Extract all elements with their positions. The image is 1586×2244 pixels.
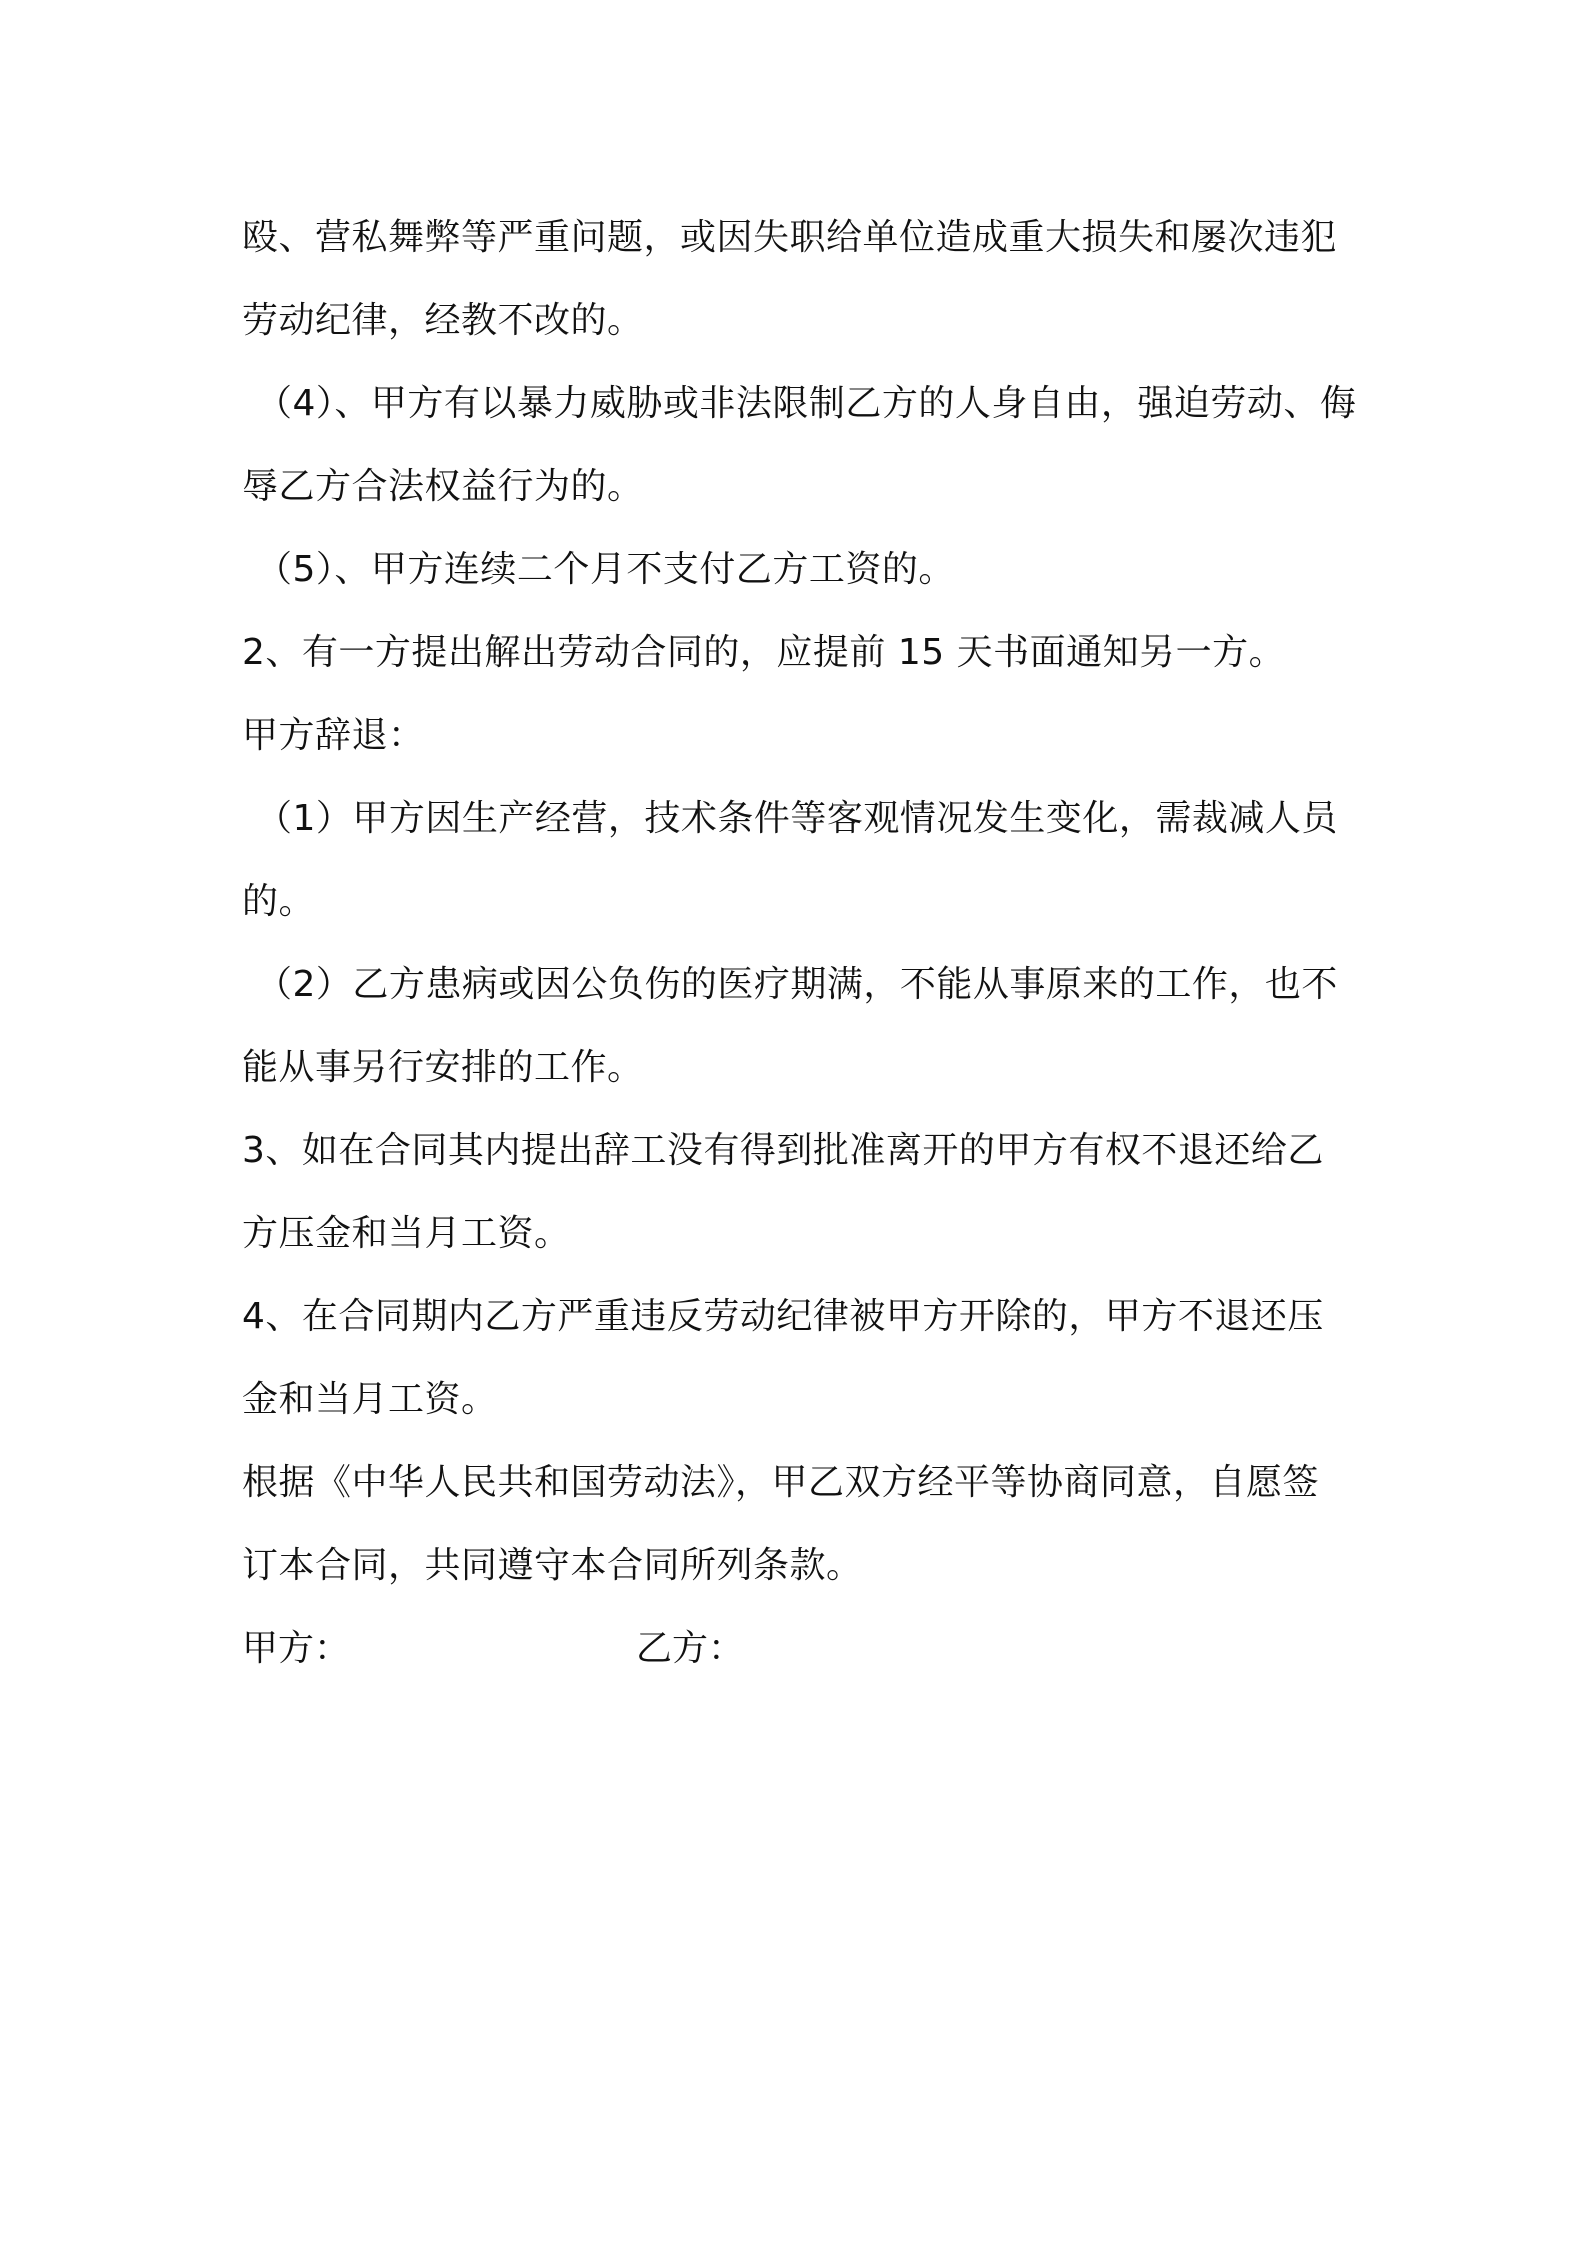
text-line: 甲方辞退： bbox=[242, 715, 425, 756]
text-line: 能从事另行安排的工作。 bbox=[242, 1047, 644, 1088]
party-b-signature-label: 乙方： bbox=[636, 1628, 745, 1669]
text-line: 殴、营私舞弊等严重问题，或因失职给单位造成重大损失和屡次违犯 bbox=[242, 217, 1338, 258]
text-line: （5）、甲方连续二个月不支付乙方工资的。 bbox=[256, 549, 955, 590]
party-a-signature-label: 甲方： bbox=[242, 1628, 351, 1669]
text-line: 的。 bbox=[242, 881, 316, 922]
text-line: 辱乙方合法权益行为的。 bbox=[242, 466, 644, 507]
text-line: （2）乙方患病或因公负伤的医疗期满，不能从事原来的工作，也不 bbox=[256, 964, 1338, 1005]
text-line: （1）甲方因生产经营，技术条件等客观情况发生变化，需裁减人员 bbox=[256, 798, 1338, 839]
text-line: （4）、甲方有以暴力威胁或非法限制乙方的人身自由，强迫劳动、侮 bbox=[256, 383, 1357, 424]
text-line: 3、如在合同其内提出辞工没有得到批准离开的甲方有权不退还给乙 bbox=[242, 1130, 1324, 1171]
text-line: 根据《中华人民共和国劳动法》，甲乙双方经平等协商同意，自愿签 bbox=[242, 1462, 1320, 1503]
text-line: 4、在合同期内乙方严重违反劳动纪律被甲方开除的，甲方不退还压 bbox=[242, 1296, 1324, 1337]
text-line: 订本合同，共同遵守本合同所列条款。 bbox=[242, 1545, 863, 1586]
text-line: 劳动纪律，经教不改的。 bbox=[242, 300, 644, 341]
text-line: 方压金和当月工资。 bbox=[242, 1213, 571, 1254]
text-line: 2、有一方提出解出劳动合同的，应提前 15 天书面通知另一方。 bbox=[242, 632, 1286, 673]
document-body bbox=[242, 196, 1362, 1690]
signature-row bbox=[242, 1607, 1362, 1690]
text-line: 金和当月工资。 bbox=[242, 1379, 498, 1420]
